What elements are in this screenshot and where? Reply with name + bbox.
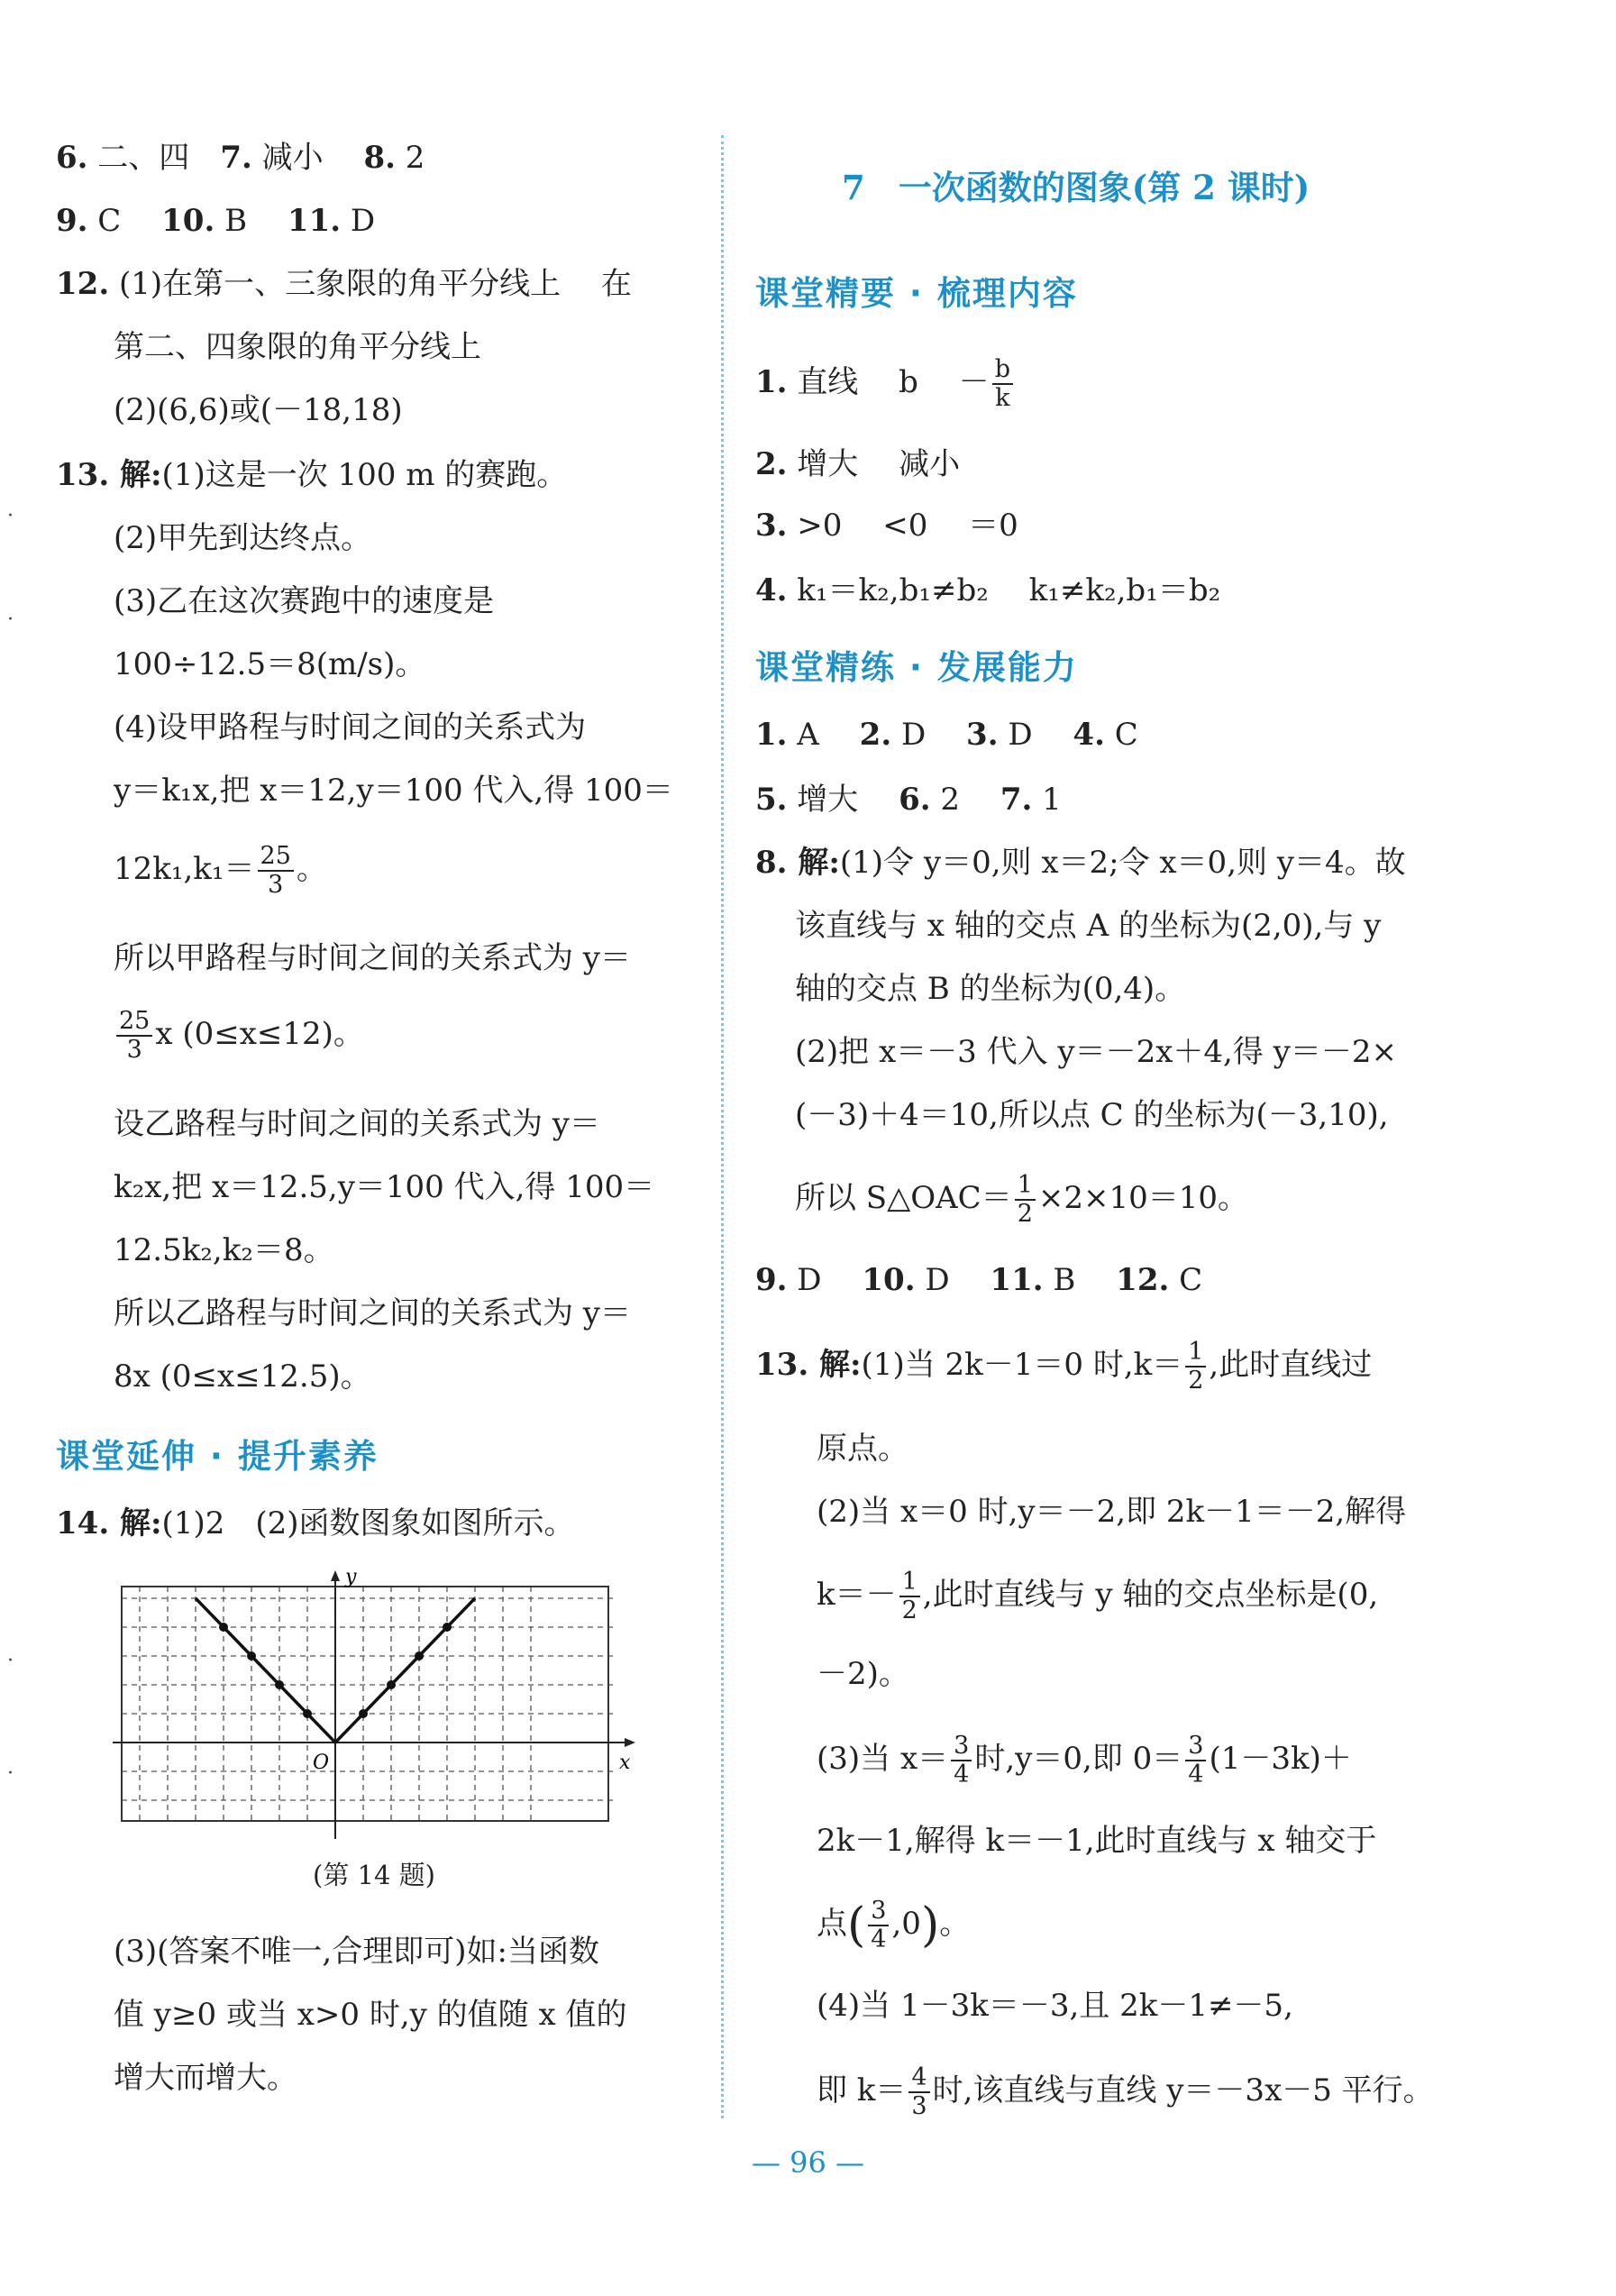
q-number: 1.	[755, 717, 788, 753]
q-number: 13.	[56, 457, 110, 493]
answer-13-line1	[56, 453, 567, 498]
solution-label: 解:	[787, 845, 840, 881]
answer-9-11	[56, 198, 375, 243]
denominator: 3	[268, 871, 284, 899]
margin-mark: ·	[7, 608, 14, 631]
fraction	[951, 1733, 972, 1788]
solution-label: 解:	[109, 457, 162, 493]
answer-text: D	[891, 717, 967, 753]
fraction	[1015, 1172, 1036, 1228]
answer-text: (3)当 x＝	[817, 1741, 949, 1777]
right-answer-3	[755, 503, 1018, 548]
answer-text: D	[915, 1262, 991, 1298]
answer-12-line1	[56, 261, 632, 306]
answer-text: 时,该直线与直线 y＝－3x－5 平行。	[932, 2072, 1434, 2108]
answer-text: B	[215, 203, 288, 239]
denominator: 2	[1017, 1200, 1033, 1228]
q-number: 12.	[1116, 1262, 1170, 1298]
answer-text: (1)令 y＝0,则 x＝2;令 x＝0,则 y＝4。故	[839, 845, 1406, 881]
right-answer-4	[755, 568, 1220, 613]
answer-12-line2: 第二、四象限的角平分线上	[114, 329, 481, 365]
right-answer-13-line10	[817, 2064, 1434, 2120]
page-number: — 96 —	[751, 2145, 865, 2180]
answer-text: 12k₁,k₁＝	[114, 851, 255, 887]
denominator: 4	[871, 1926, 887, 1953]
q-number: 10.	[161, 203, 215, 239]
answer-13-line10: 设乙路程与时间之间的关系式为 y＝	[114, 1106, 601, 1142]
q-number: 10.	[862, 1262, 916, 1298]
answer-12-line3: (2)(6,6)或(－18,18)	[114, 392, 403, 428]
x-axis-arrow	[625, 1738, 635, 1747]
grid-frame	[122, 1587, 608, 1821]
margin-mark: ·	[7, 1762, 14, 1785]
answer-text: 即 k＝	[817, 2072, 907, 2108]
q-number: 3.	[755, 508, 788, 544]
section-heading-extension: 课堂延伸 · 提升素养	[56, 1437, 379, 1476]
numerator: 3	[868, 1898, 889, 1926]
answer-text: 2	[395, 140, 425, 176]
denominator: 3	[126, 1036, 142, 1064]
lesson-title: 7 一次函数的图象(第 2 课时)	[842, 168, 1310, 207]
right-answer-8-line6	[795, 1172, 1248, 1228]
answer-text: ,此时直线过	[1209, 1347, 1373, 1383]
y-axis-arrow	[331, 1570, 340, 1581]
fraction	[868, 1898, 889, 1953]
answer-text: (1)当 2k－1＝0 时,k＝	[861, 1347, 1183, 1383]
q-number: 6.	[899, 782, 931, 818]
answer-text: x (0≤x≤12)。	[155, 1016, 364, 1052]
q-number: 3.	[966, 717, 999, 753]
right-answer-13-line9: (4)当 1－3k＝－3,且 2k－1≠－5,	[817, 1988, 1293, 2024]
answer-13-line11: k₂x,把 x＝12.5,y＝100 代入,得 100＝	[114, 1169, 655, 1205]
fraction	[1185, 1339, 1206, 1395]
answer-14-line2: (3)(答案不唯一,合理即可)如:当函数	[114, 1934, 599, 1970]
answer-text: ×2×10＝10。	[1037, 1180, 1249, 1216]
answer-text: 点	[817, 1906, 847, 1942]
answer-14-line1	[56, 1501, 575, 1546]
denominator: k	[995, 384, 1010, 412]
q-number: 7.	[1000, 782, 1033, 818]
answer-text: B	[1043, 1262, 1117, 1298]
fraction	[1185, 1733, 1206, 1788]
q-number: 13.	[755, 1347, 809, 1383]
y-axis-label: y	[345, 1569, 357, 1588]
denominator: 3	[911, 2092, 927, 2120]
right-answer-8-line3: 轴的交点 B 的坐标为(0,4)。	[795, 971, 1186, 1007]
graph-point	[219, 1623, 228, 1632]
solution-label: 解:	[109, 1505, 162, 1541]
graph-point	[303, 1709, 312, 1718]
numerator: 1	[1185, 1339, 1206, 1368]
answer-text: 1	[1032, 782, 1062, 818]
answer-13-line8: 所以甲路程与时间之间的关系式为 y＝	[114, 940, 632, 976]
right-answer-1-4	[755, 712, 1138, 757]
answer-13-line6: y＝k₁x,把 x＝12,y＝100 代入,得 100＝	[114, 773, 673, 809]
answer-text: ,0	[891, 1906, 921, 1942]
graph-point	[443, 1623, 452, 1632]
q-number: 12.	[56, 266, 110, 302]
answer-text: ,此时直线与 y 轴的交点坐标是(0,	[922, 1577, 1379, 1613]
right-answer-5-7	[755, 777, 1062, 822]
figure-caption: (第 14 题)	[313, 1860, 435, 1890]
fraction	[258, 843, 294, 899]
fraction	[992, 356, 1013, 412]
q-number: 2.	[859, 717, 892, 753]
fraction	[908, 2064, 929, 2120]
q-number: 14.	[56, 1505, 110, 1541]
graph-point	[359, 1709, 368, 1718]
grid	[122, 1587, 617, 1821]
answer-text: k＝－	[817, 1577, 897, 1613]
q-number: 4.	[1073, 717, 1105, 753]
q-number: 6.	[56, 140, 88, 176]
answer-text: 2	[930, 782, 1000, 818]
denominator: 4	[954, 1761, 970, 1788]
solution-label: 解:	[808, 1347, 862, 1383]
section-heading-essentials: 课堂精要 · 梳理内容	[755, 274, 1078, 313]
paren-right: )	[920, 1898, 940, 1953]
margin-mark: ·	[7, 505, 14, 527]
x-axis-label: x	[619, 1752, 631, 1774]
answer-text: (1－3k)＋	[1209, 1741, 1352, 1777]
right-answer-13-line2: 原点。	[817, 1431, 908, 1467]
answer-text: >0 <0 ＝0	[787, 508, 1018, 544]
right-answer-8-line4: (2)把 x＝－3 代入 y＝－2x＋4,得 y＝－2×	[795, 1034, 1397, 1070]
answer-text: C	[1169, 1262, 1203, 1298]
right-answer-2	[755, 442, 960, 487]
answer-text: 二、四	[87, 140, 221, 176]
answer-6-8	[56, 135, 425, 180]
q-number: 1.	[755, 364, 788, 400]
numerator: 4	[908, 2064, 929, 2093]
answer-text: 增大	[787, 782, 899, 818]
function-graph	[113, 1569, 653, 1839]
paren-left: (	[847, 1898, 866, 1953]
answer-text: 直线 b －	[787, 364, 990, 400]
right-answer-13-line8	[817, 1898, 970, 1953]
q-number: 8.	[755, 845, 788, 881]
answer-text: k₁＝k₂,b₁≠b₂ k₁≠k₂,b₁＝b₂	[787, 572, 1221, 608]
numerator: 3	[951, 1733, 972, 1761]
answer-13-line3: (3)乙在这次赛跑中的速度是	[114, 583, 495, 619]
numerator: 1	[899, 1569, 920, 1597]
answer-13-line5: (4)设甲路程与时间之间的关系式为	[114, 709, 587, 746]
answer-13-line13: 所以乙路程与时间之间的关系式为 y＝	[114, 1295, 632, 1331]
q-number: 7.	[220, 140, 252, 176]
numerator: b	[992, 356, 1013, 385]
q-number: 4.	[755, 572, 788, 608]
answer-13-line4: 100÷12.5＝8(m/s)。	[114, 646, 426, 682]
section-heading-practice: 课堂精练 · 发展能力	[755, 648, 1078, 687]
answer-text: 所以 S△OAC＝	[795, 1180, 1012, 1216]
q-number: 8.	[363, 140, 396, 176]
q-number: 2.	[755, 446, 788, 482]
right-answer-13-line4	[817, 1569, 1378, 1624]
answer-text: (1)这是一次 100 m 的赛跑。	[161, 457, 568, 493]
denominator: 2	[901, 1596, 918, 1624]
answer-13-line12: 12.5k₂,k₂＝8。	[114, 1232, 334, 1268]
answer-13-line14: 8x (0≤x≤12.5)。	[114, 1358, 371, 1395]
answer-text: 时,y＝0,即 0＝	[974, 1741, 1183, 1777]
margin-mark: ·	[7, 1650, 14, 1672]
fraction	[899, 1569, 920, 1624]
right-answer-13-line7: 2k－1,解得 k＝－1,此时直线与 x 轴交于	[817, 1823, 1377, 1859]
answer-text: 。	[296, 851, 327, 887]
answer-13-line7	[114, 843, 327, 899]
answer-13-line9	[114, 1008, 364, 1064]
graph-point	[387, 1680, 396, 1689]
right-answer-8-line5: (－3)＋4＝10,所以点 C 的坐标为(－3,10),	[795, 1097, 1389, 1133]
q-number: 9.	[755, 1262, 788, 1298]
answer-text: D	[341, 203, 376, 239]
numerator: 1	[1015, 1172, 1036, 1201]
right-answer-13-line1	[755, 1339, 1372, 1395]
answer-text: A	[787, 717, 860, 753]
answer-text: 增大 减小	[787, 446, 961, 482]
denominator: 4	[1188, 1761, 1204, 1788]
graph-point	[275, 1680, 284, 1689]
answer-text: D	[998, 717, 1073, 753]
right-answer-9-12	[755, 1258, 1202, 1303]
answer-text: C	[87, 203, 162, 239]
origin-label: O	[313, 1752, 330, 1774]
answer-text: 减小	[251, 140, 364, 176]
q-number: 11.	[287, 203, 342, 239]
answer-text: D	[787, 1262, 863, 1298]
numerator: 3	[1185, 1733, 1206, 1761]
answer-text: (1)在第一、三象限的角平分线上 在	[109, 266, 632, 302]
answer-text: (1)2 (2)函数图象如图所示。	[161, 1505, 575, 1541]
right-answer-8-line2: 该直线与 x 轴的交点 A 的坐标为(2,0),与 y	[795, 908, 1382, 944]
right-answer-13-line3: (2)当 x＝0 时,y＝－2,即 2k－1＝－2,解得	[817, 1494, 1407, 1530]
right-answer-13-line5: －2)。	[817, 1656, 909, 1692]
right-answer-1	[755, 356, 1016, 412]
fraction	[116, 1008, 152, 1064]
denominator: 2	[1188, 1367, 1204, 1395]
q-number: 5.	[755, 782, 788, 818]
answer-14-line3: 值 y≥0 或当 x>0 时,y 的值随 x 值的	[114, 1997, 627, 2033]
graph-point	[415, 1651, 424, 1660]
answer-13-line2: (2)甲先到达终点。	[114, 520, 372, 556]
numerator: 25	[116, 1008, 152, 1037]
numerator: 25	[258, 843, 294, 872]
column-divider	[721, 135, 724, 2118]
answer-text: 。	[939, 1906, 971, 1942]
right-answer-8-line1	[755, 840, 1406, 885]
answer-text: C	[1104, 717, 1138, 753]
graph-point	[247, 1651, 256, 1660]
q-number: 11.	[990, 1262, 1044, 1298]
q-number: 9.	[56, 203, 88, 239]
right-answer-13-line6	[817, 1733, 1352, 1788]
answer-14-line4: 增大而增大。	[114, 2060, 297, 2096]
